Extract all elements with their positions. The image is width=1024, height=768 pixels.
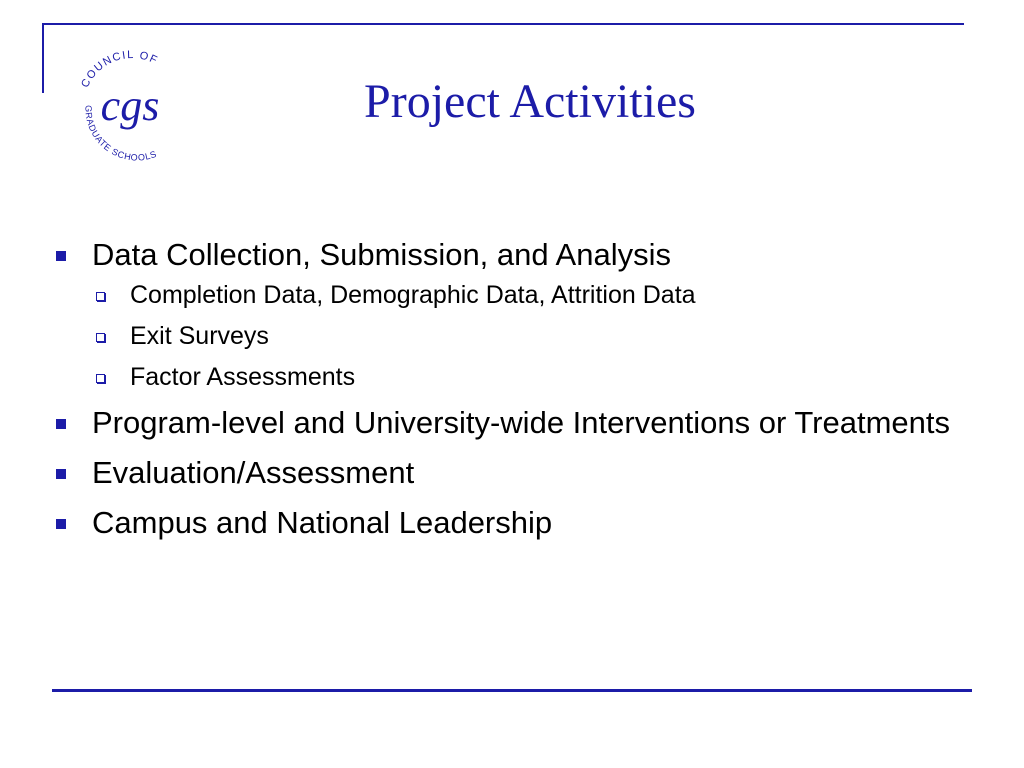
sub-bullet-text: Completion Data, Demographic Data, Attrition Data: [130, 281, 696, 309]
sub-bullet-text: Exit Surveys: [130, 322, 269, 350]
bullet-item: [56, 236, 956, 392]
cgs-logo: [62, 40, 202, 180]
square-bullet-icon: [56, 419, 66, 429]
hollow-square-bullet-icon: [96, 333, 105, 342]
frame-left-line: [42, 23, 44, 93]
slide-title: Project Activities: [364, 75, 696, 128]
bullet-item: [56, 404, 956, 442]
square-bullet-icon: [56, 469, 66, 479]
bullet-text: Campus and National Leadership: [92, 505, 553, 540]
sub-bullet-text: Factor Assessments: [130, 363, 356, 391]
hollow-square-bullet-icon: [96, 374, 105, 383]
frame-bottom-line: [52, 689, 972, 692]
hollow-square-bullet-icon: [96, 292, 105, 301]
square-bullet-icon: [56, 519, 66, 529]
sub-bullet-list: [92, 280, 956, 392]
bullet-list: [56, 236, 956, 554]
logo-arc-top-text: COUNCIL OF: [79, 48, 161, 90]
bullet-text: Evaluation/Assessment: [92, 455, 415, 490]
sub-bullet-item: [92, 362, 956, 392]
logo-monogram: cgs: [100, 81, 160, 130]
bullet-item: [56, 454, 956, 492]
sub-bullet-item: [92, 280, 956, 310]
bullet-text: Program-level and University-wide Interventions or Treatments: [92, 405, 951, 440]
bullet-item: [56, 504, 956, 542]
frame-top-line: [42, 23, 964, 25]
sub-bullet-item: [92, 321, 956, 351]
bullet-text: Data Collection, Submission, and Analysis: [92, 237, 671, 272]
logo-arc-bottom-text: GRADUATE SCHOOLS: [83, 105, 159, 163]
square-bullet-icon: [56, 251, 66, 261]
